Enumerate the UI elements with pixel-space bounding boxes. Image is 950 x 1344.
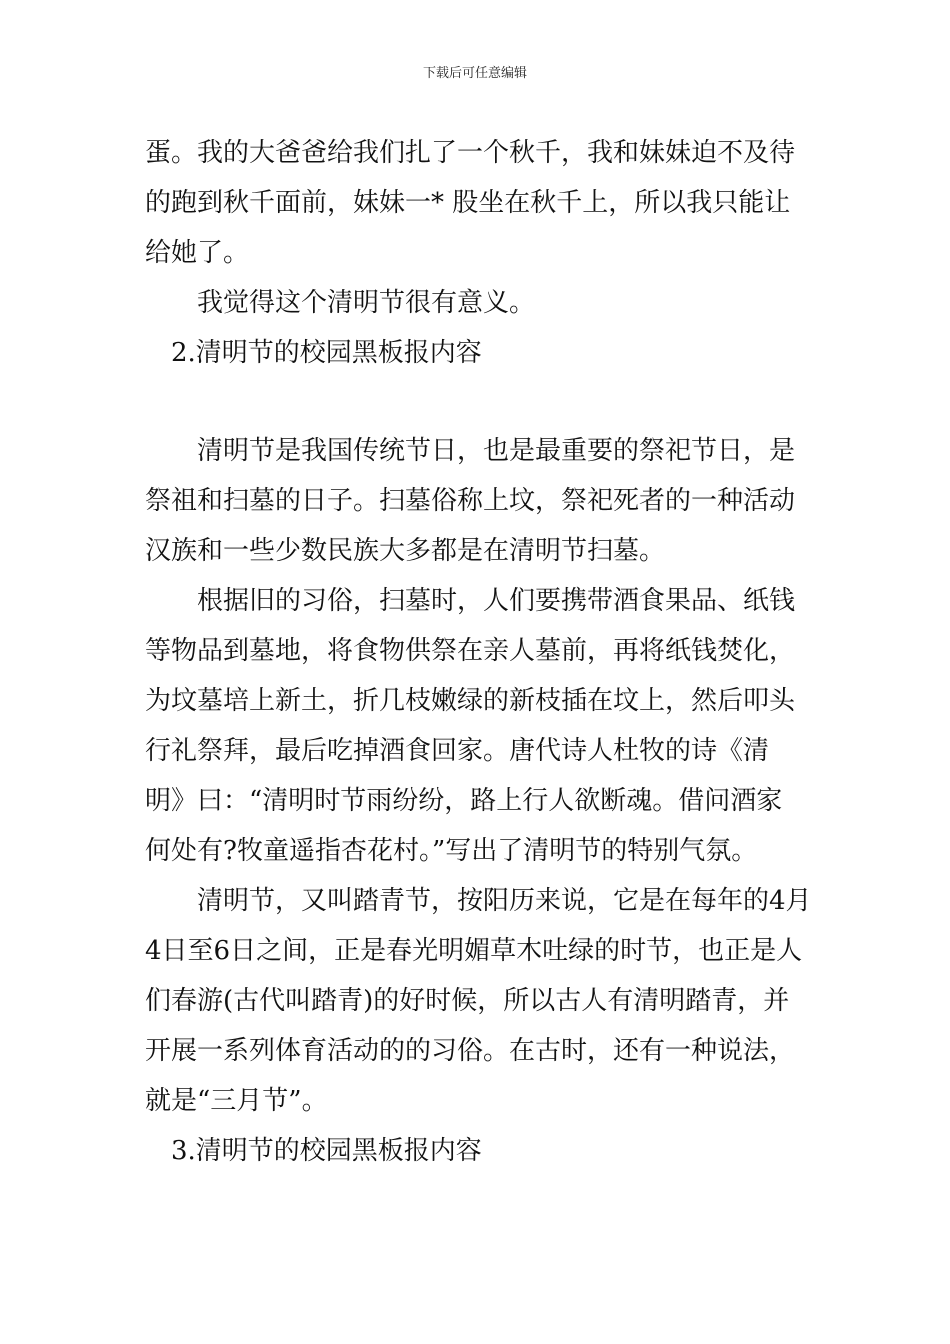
section-heading-3: 3.清明节的校园黑板报内容 — [171, 1136, 482, 1166]
text-line: 根据旧的习俗，扫墓时，人们要携带酒食果品、纸钱 — [197, 586, 796, 616]
section-heading-2: 2.清明节的校园黑板报内容 — [171, 338, 482, 368]
paragraph-continuation — [145, 128, 813, 278]
text-line: 行礼祭拜，最后吃掉酒食回家。唐代诗人杜牧的诗《清 — [145, 736, 770, 766]
page-header: 下载后可任意编辑 — [422, 66, 527, 81]
paragraph-taqing — [145, 876, 813, 1126]
text-line: 蛋。我的大爸爸给我们扎了一个秋千，我和妹妹迫不及待 — [145, 138, 796, 168]
paragraph-intro — [145, 426, 813, 576]
text-line: 的跑到秋千面前，妹妹一* 股坐在秋千上，所以我只能让 — [145, 188, 791, 218]
text-line: 祭祖和扫墓的日子。扫墓俗称上坟，祭祀死者的一种活动 — [145, 486, 796, 516]
text-line: 就是“三月节”。 — [145, 1086, 328, 1116]
text-line: 给她了。 — [145, 238, 250, 268]
text-line: 明》曰：“清明时节雨纷纷，路上行人欲断魂。借问酒家 — [145, 786, 783, 816]
text-line: 清明节是我国传统节日，也是最重要的祭祀节日，是 — [197, 436, 796, 466]
document-body — [145, 128, 813, 1176]
text-line: 开展一系列体育活动的的习俗。在古时，还有一种说法， — [145, 1036, 796, 1066]
blank-line — [145, 378, 813, 426]
paragraph-meaning: 我觉得这个清明节很有意义。 — [197, 288, 536, 318]
text-line: 为坟墓培上新土，折几枝嫩绿的新枝插在坟上，然后叩头 — [145, 686, 796, 716]
text-line: 等物品到墓地，将食物供祭在亲人墓前，再将纸钱焚化， — [145, 636, 796, 666]
text-line: 们春游(古代叫踏青)的好时候，所以古人有清明踏青，并 — [145, 986, 790, 1016]
paragraph-customs — [145, 576, 813, 876]
text-line: 何处有?牧童遥指杏花村。”写出了清明节的特别气氛。 — [145, 836, 758, 866]
text-line: 清明节，又叫踏青节，按阳历来说，它是在每年的4月 — [197, 886, 812, 916]
text-line: 4日至6日之间，正是春光明媚草木吐绿的时节，也正是人 — [145, 936, 803, 966]
text-line: 汉族和一些少数民族大多都是在清明节扫墓。 — [145, 536, 666, 566]
